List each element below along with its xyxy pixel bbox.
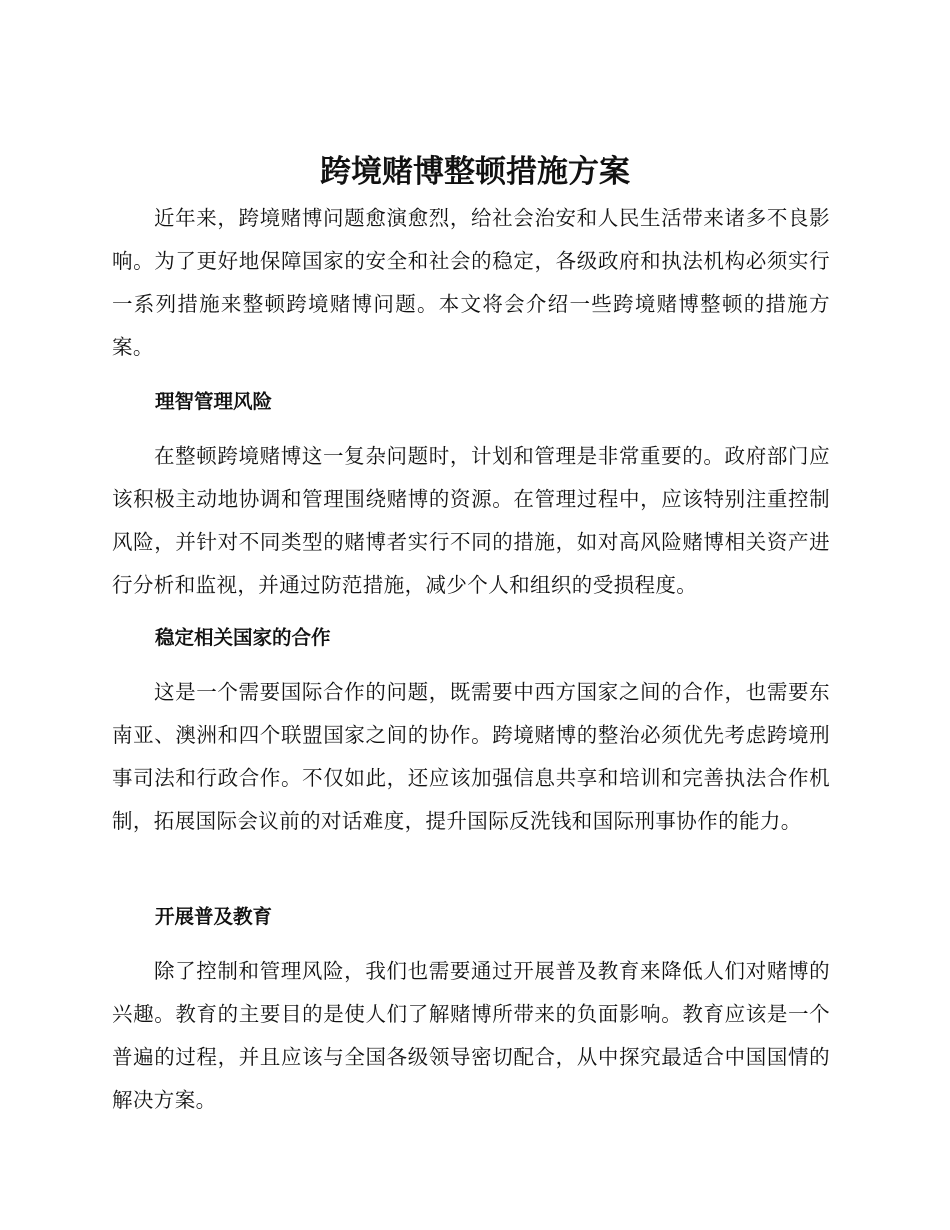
section-heading-risk-management: 理智管理风险	[155, 390, 273, 413]
section-heading-education: 开展普及教育	[155, 905, 273, 928]
document-title: 跨境赌博整顿措施方案	[320, 154, 630, 190]
section-body-international-cooperation: 这是一个需要国际合作的问题，既需要中西方国家之间的合作，也需要东南亚、澳洲和四个联盟国家之间的协作。跨境赌博的整治必须优先考虑跨境刑事司法和行政合作。不仅如此，还应该加强信息共享和培训和完善执法合作机制，拓展国际会议前的对话难度，提升国际反洗钱和国际刑事协作的能力。	[112, 680, 830, 833]
section-body-risk-management: 在整顿跨境赌博这一复杂问题时，计划和管理是非常重要的。政府部门应该积极主动地协调和管理围绕赌博的资源。在管理过程中，应该特别注重控制风险，并针对不同类型的赌博者实行不同的措施，如对高风险赌博相关资产进行分析和监视，并通过防范措施，减少个人和组织的受损程度。	[112, 444, 830, 597]
section-heading-international-cooperation: 稳定相关国家的合作	[155, 626, 331, 649]
intro-paragraph: 近年来，跨境赌博问题愈演愈烈，给社会治安和人民生活带来诸多不良影响。为了更好地保障国家的安全和社会的稳定，各级政府和执法机构必须实行一系列措施来整顿跨境赌博问题。本文将会介绍一些跨境赌博整顿的措施方案。	[112, 206, 830, 359]
section-body-education: 除了控制和管理风险，我们也需要通过开展普及教育来降低人们对赌博的兴趣。教育的主要目的是使人们了解赌博所带来的负面影响。教育应该是一个普遍的过程，并且应该与全国各级领导密切配合，从中探究最适合中国国情的解决方案。	[112, 959, 830, 1112]
